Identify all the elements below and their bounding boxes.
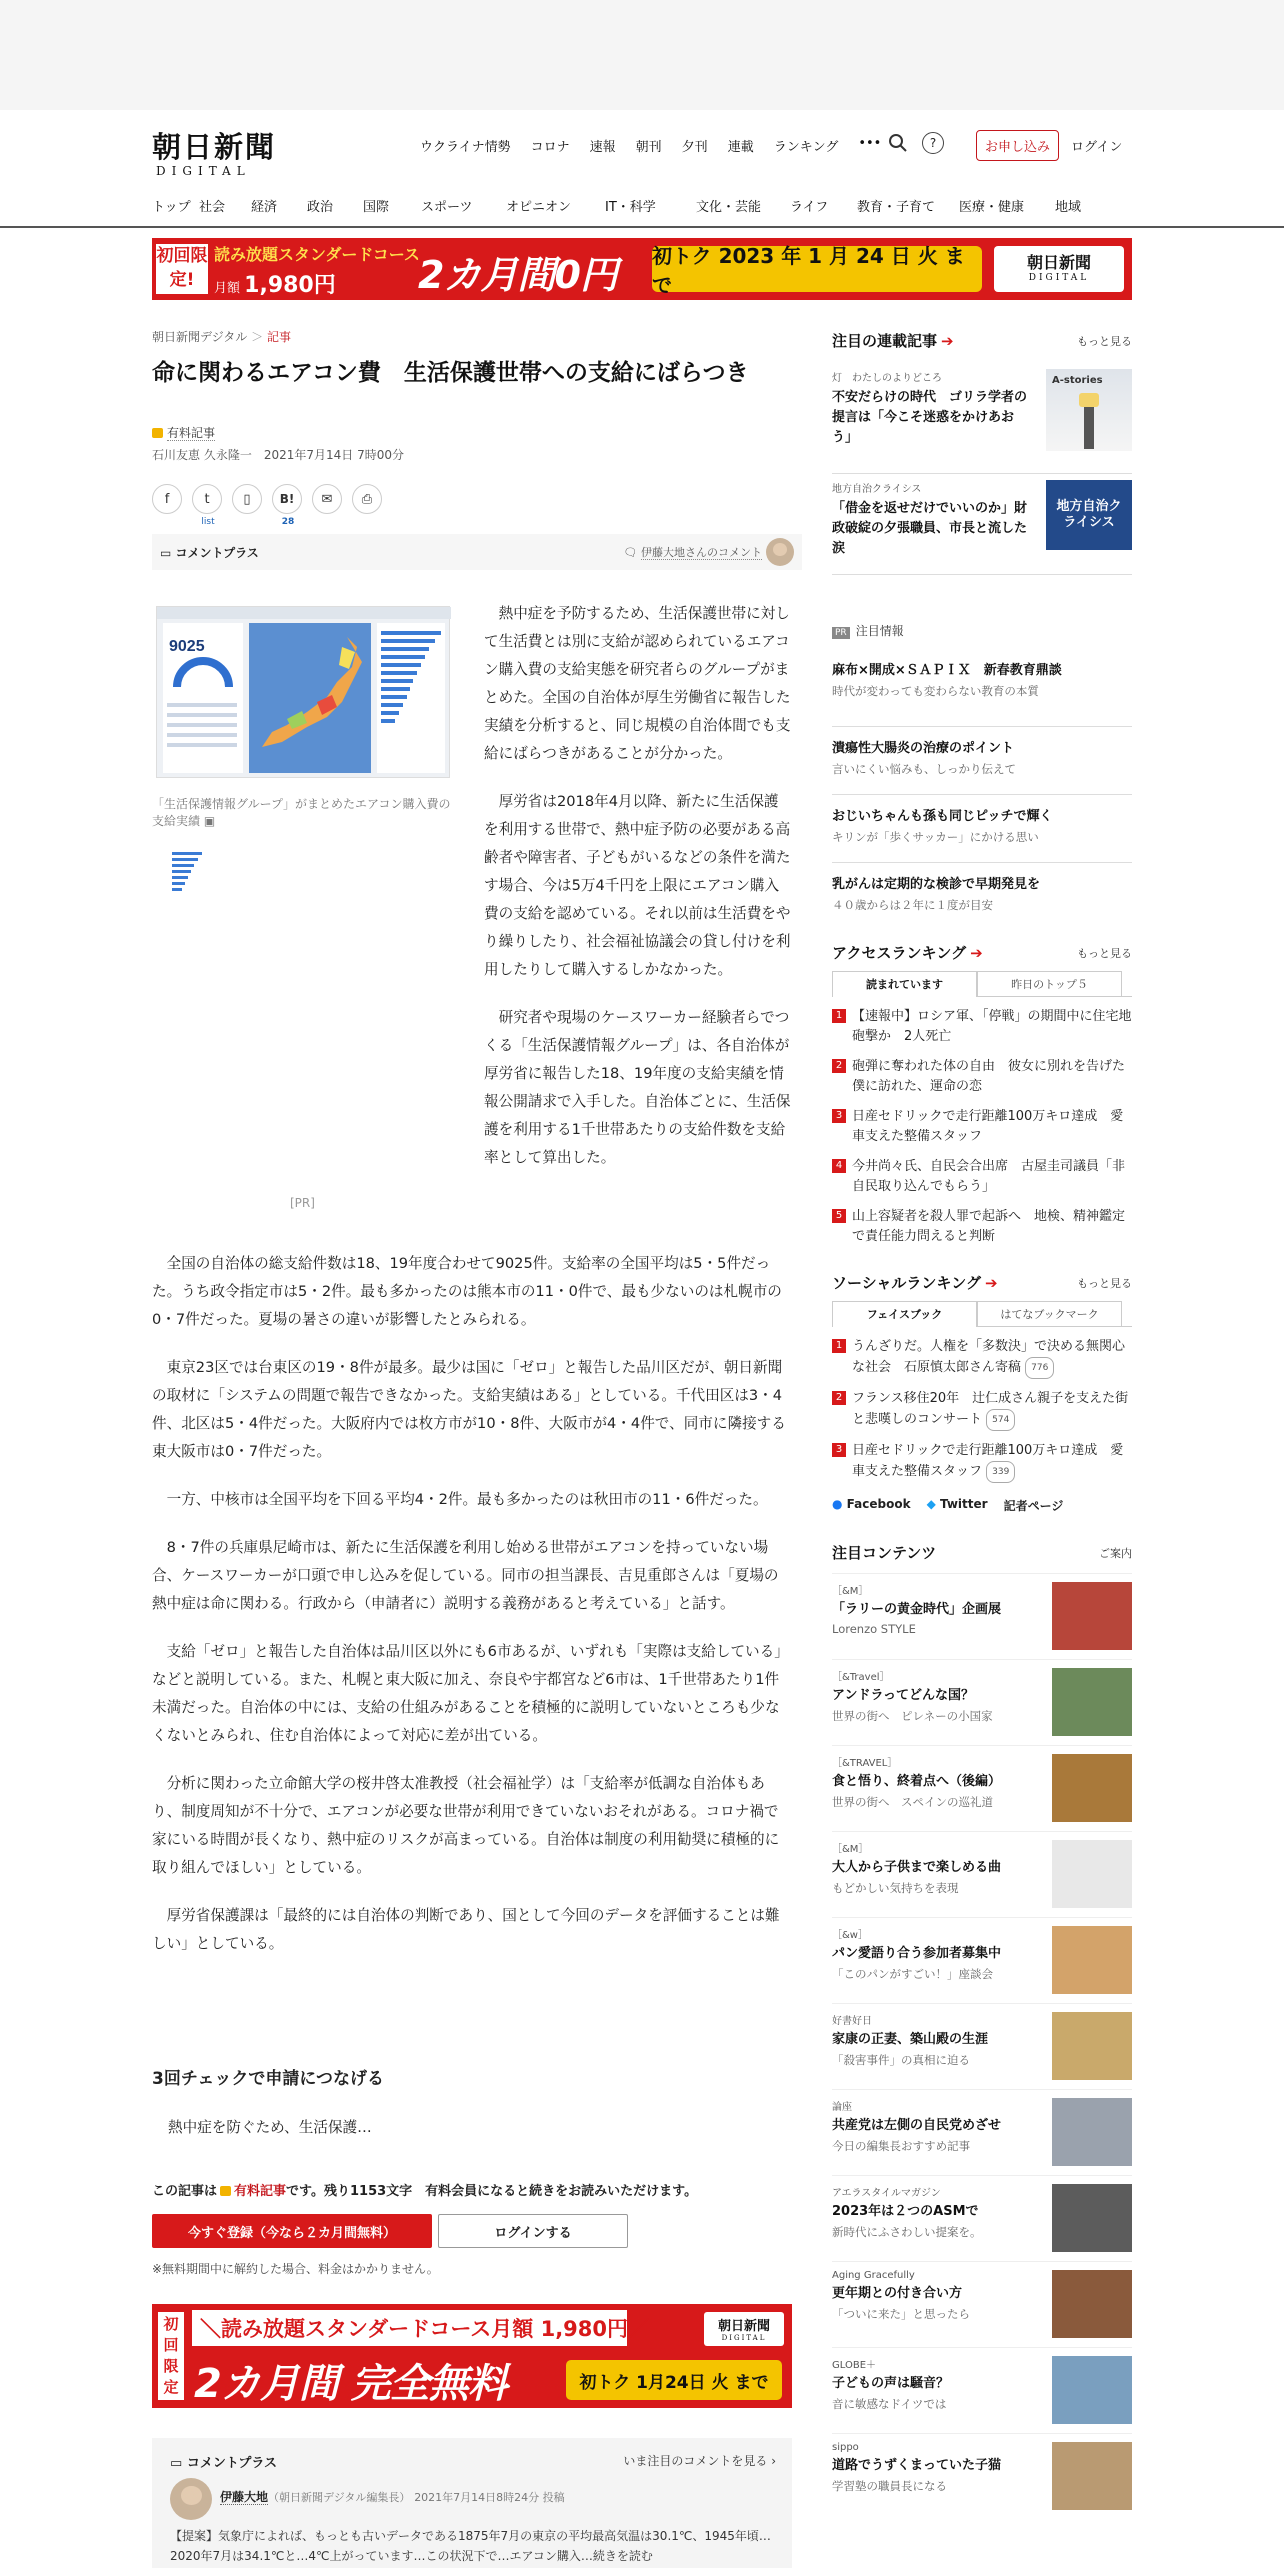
content-item-thumbnail[interactable] xyxy=(1052,2098,1132,2166)
comment-text: 【提案】気象庁によれば、もっとも古いデータである1875年7月の東京の平均最高気温は30.1℃、1945年頃…2020年7月は34.1℃と…4℃上がっています…この状況下で…エアコン購入…続きを読む xyxy=(170,2529,771,2563)
access-ranking-heading[interactable] xyxy=(832,942,1132,963)
comment-plus-label xyxy=(160,544,259,561)
free-period-note: ※無料期間中に解約した場合、料金はかかりません。 xyxy=(152,2262,439,2276)
content-item-text xyxy=(832,2184,1037,2261)
content-item-sub: 「このパンがすごい！」座談会 xyxy=(832,1967,993,1981)
paragraph-7: 8・7件の兵庫県尼崎市は、新たに生活保護を利用し始める世帯がエアコンを持っていない場合、ケースワーカーが口頭で申し込みを促している。同市の担当課長、吉見重郎さんは「夏場の熱中症は命に関わる。行政から（申請者に）説明する義務があると考えている」と話す。 xyxy=(152,1539,779,1612)
expand-image-icon[interactable]: ▣ xyxy=(203,814,216,828)
top-nav xyxy=(420,136,901,155)
content-item-title[interactable]: 更年期との付き合い方 xyxy=(832,2286,963,2301)
paid-label-text[interactable]: 有料記事 xyxy=(167,426,216,440)
access-ranking xyxy=(832,942,1132,1247)
banner2-logo-en: DIGITAL xyxy=(721,2334,767,2342)
reporter-page-link[interactable]: 記者ページ xyxy=(1003,1499,1064,1513)
content-item-text xyxy=(832,2012,1037,2089)
comment-box-heading-text: コメントプラス xyxy=(186,2456,278,2471)
banner2-big-offer: 2カ月間 完全無料 xyxy=(194,2361,507,2407)
commenter-avatar[interactable] xyxy=(766,538,794,566)
content-item[interactable] xyxy=(832,1745,1132,1831)
breadcrumb: 朝日新聞デジタル ＞ 記事 xyxy=(152,330,291,344)
content-item-label: アエラスタイルマガジン xyxy=(832,2188,941,2199)
social-item-title[interactable]: うんざりだ。人権を「多数決」で決める無関心な社会 石原慎太郎さん寄稿 xyxy=(852,1339,1126,1375)
topnav-evening[interactable]: 夕刊 xyxy=(681,140,708,155)
comment-plus-text: コメントプラス xyxy=(175,546,259,560)
content-item-label: ［&TRAVEL］ xyxy=(832,1758,898,1769)
banner2-logo xyxy=(704,2312,784,2346)
twitter-follow-text[interactable]: Twitter xyxy=(939,1497,988,1511)
content-item-sub: もどかしい気持ちを表現 xyxy=(832,1881,959,1895)
topnav-corona[interactable]: コロナ xyxy=(530,140,570,155)
content-item-thumbnail[interactable] xyxy=(1052,2270,1132,2338)
social-heading-text: ソーシャルランキング xyxy=(832,1274,981,1292)
ranking-item[interactable] xyxy=(832,1207,1132,1247)
cat-education[interactable]: 教育・子育て xyxy=(857,200,936,215)
serial-item-label: 灯 わたしのよりどころ xyxy=(832,373,942,384)
content-item-thumbnail[interactable] xyxy=(1052,1840,1132,1908)
rank-number: 1 xyxy=(832,1339,846,1353)
breadcrumb-section[interactable]: 記事 xyxy=(266,330,291,344)
hatena-share-count[interactable]: 28 xyxy=(281,517,295,527)
paragraph-3: 研究者や現場のケースワーカー経験者らでつくる「生活保護情報グループ」は、各自治体が厚労省に報告した18、19年度の支給実績を情報公開請求で入手した。自治体ごとに、生活保護を利用する1千世帯あたりの支給件数を支給率として算出した。 xyxy=(484,1009,791,1166)
social-item-text[interactable] xyxy=(852,1389,1132,1431)
content-item-text xyxy=(832,2270,1037,2347)
serial-heading-text: 注目の連載記事 xyxy=(832,332,938,350)
serial-item[interactable] xyxy=(832,480,1132,574)
article-subheading: 3回チェックで申請につなげる xyxy=(152,2069,384,2089)
social-item[interactable] xyxy=(832,1441,1132,1483)
tab-yesterday-top5[interactable]: 昨日のトップ５ xyxy=(977,971,1122,996)
content-item-title[interactable]: 「ラリーの黄金時代」企画展 xyxy=(832,1602,1002,1617)
tab-hatena[interactable]: はてなブックマーク xyxy=(977,1301,1122,1326)
arrow-right-icon: ➔ xyxy=(970,944,983,962)
content-item[interactable] xyxy=(832,2261,1132,2347)
contents-heading-text: 注目コンテンツ xyxy=(832,1544,937,1562)
serial-thumb-text: A-stories xyxy=(1052,375,1103,386)
figure-total: 9025 xyxy=(169,638,205,655)
paragraph-2: 厚労省は2018年4月以降、新たに生活保護を利用する世帯で、熱中症予防の必要がある高齢者や障害者、子どもがいるなどの条件を満たす場合、今は5万4千円を上限にエアコン購入費の支給を認めている。それ以前は生活費をやり繰りしたり、社会福祉協議会の貸し付けを利用したりして購入するしかなかった。 xyxy=(484,793,791,978)
breadcrumb-site[interactable]: 朝日新聞デジタル xyxy=(152,330,248,344)
help-icon[interactable]: ? xyxy=(922,132,944,154)
pr-item-title[interactable]: 麻布×開成×ＳＡＰＩＸ 新春教育鼎談 xyxy=(832,663,1062,678)
cat-sports[interactable]: スポーツ xyxy=(421,200,473,215)
pr-item-sub: 時代が変わっても変わらない教育の本質 xyxy=(832,684,1039,698)
banner-course-text xyxy=(214,242,420,299)
rank-number: 4 xyxy=(832,1159,846,1173)
article-body-top xyxy=(484,600,792,1192)
figure-image[interactable] xyxy=(156,606,450,778)
banner-price xyxy=(214,268,420,299)
pr-item[interactable] xyxy=(832,807,1132,863)
topnav-series[interactable]: 連載 xyxy=(727,140,754,155)
arrow-right-icon: ➔ xyxy=(941,332,954,350)
content-item-label: ［&Travel］ xyxy=(832,1672,890,1683)
ranking-item-text[interactable]: 今井尚々氏、自民会合出席 古屋圭司議員「非自民取り込んでもらう」 xyxy=(852,1159,1126,1194)
ranking-item-text[interactable]: 砲弾に奪われた体の自由 彼女に別れを告げた僕に訪れた、運命の恋 xyxy=(852,1059,1126,1094)
pr-item[interactable] xyxy=(832,661,1132,727)
banner-first-time-badge: 初回限定! xyxy=(156,244,208,294)
article-tease: 熱中症を防ぐため、生活保護… xyxy=(168,2119,372,2136)
header-icons xyxy=(888,132,944,154)
tab-facebook[interactable]: フェイスブック xyxy=(832,1301,977,1327)
content-item-sub: 「殺害事件」の真相に迫る xyxy=(832,2053,970,2067)
ranking-item-text[interactable]: 【速報中】ロシア軍、「停戦」の期間中に住宅地砲撃か 2人死亡 xyxy=(852,1009,1132,1044)
pr-badge: PR xyxy=(832,627,850,639)
banner-logo xyxy=(994,246,1124,292)
content-item-thumbnail[interactable] xyxy=(1052,1668,1132,1736)
comment-date: 2021年7月14日8時24分 投稿 xyxy=(414,2491,565,2504)
social-item-text[interactable] xyxy=(852,1441,1132,1483)
pr-item-sub: キリンが「歩くサッカー」にかける思い xyxy=(832,830,1039,844)
content-item-text xyxy=(832,1754,1037,1831)
content-item-label: ［&w］ xyxy=(832,1930,868,1941)
share-count-badge: 776 xyxy=(1025,1357,1054,1379)
remaining-notice xyxy=(152,2180,697,2199)
content-item-sub: 今日の編集長おすすめ記事 xyxy=(832,2139,971,2153)
content-item-sub: 「ついに来た」と思ったら xyxy=(832,2307,970,2321)
content-item-label: 論座 xyxy=(832,2102,852,2113)
cat-opinion[interactable]: オピニオン xyxy=(506,200,572,215)
remaining-pre: この記事は xyxy=(152,2184,218,2199)
social-more-link[interactable]: もっと見る xyxy=(1077,1277,1132,1290)
subscription-banner-bottom[interactable] xyxy=(152,2304,792,2408)
banner-logo-en: DIGITAL xyxy=(1028,273,1090,283)
lamp-light-graphic xyxy=(1079,393,1099,407)
banner-big-offer: 2カ月間0円 xyxy=(418,253,617,297)
commenter-name[interactable]: 伊藤大地 xyxy=(220,2490,269,2504)
content-item-sub: 新時代にふさわしい提案を。 xyxy=(832,2225,982,2239)
print-icon[interactable]: ⎙ xyxy=(352,484,382,514)
content-item[interactable] xyxy=(832,2175,1132,2261)
content-item-thumbnail[interactable] xyxy=(1052,1926,1132,1994)
hatena-bookmark-icon[interactable]: B! 28 xyxy=(272,484,302,514)
browser-top-space xyxy=(0,0,1284,110)
cat-top[interactable]: トップ xyxy=(152,200,191,215)
follow-links xyxy=(832,1497,1132,1514)
facebook-follow-text[interactable]: Facebook xyxy=(846,1497,911,1511)
social-ranking-heading[interactable] xyxy=(832,1272,1132,1293)
serial-item-title[interactable]: 不安だらけの時代 ゴリラ学者の提言は「今こそ迷惑をかけあおう」 xyxy=(832,390,1028,445)
facebook-follow-link[interactable] xyxy=(832,1497,911,1514)
topnav-morning[interactable]: 朝刊 xyxy=(635,140,662,155)
social-tabs xyxy=(832,1301,1132,1327)
rank-number: 2 xyxy=(832,1059,846,1073)
commenter-link[interactable] xyxy=(624,544,762,560)
pr-item-sub: 言いにくい悩みも、しっかり伝えて xyxy=(832,762,1016,776)
share-count-badge: 339 xyxy=(986,1461,1015,1483)
bookmark-icon[interactable]: ▯ xyxy=(232,484,262,514)
access-tabs xyxy=(832,971,1132,997)
content-item[interactable] xyxy=(832,2347,1132,2433)
subscription-banner-top[interactable] xyxy=(152,238,1132,300)
content-item-sub: 世界の街へ スペインの巡礼道 xyxy=(832,1795,993,1809)
commenter-info xyxy=(220,2488,565,2505)
contents-info-link[interactable]: ご案内 xyxy=(1099,1547,1132,1560)
content-item-label: ［&M］ xyxy=(832,1844,869,1855)
content-item-label: ［&M］ xyxy=(832,1586,869,1597)
cat-international[interactable]: 国際 xyxy=(363,200,390,215)
contents-heading xyxy=(832,1542,1132,1563)
content-item-label: sippo xyxy=(832,2442,859,2453)
content-item-text xyxy=(832,1582,1037,1659)
paragraph-6: 一方、中核市は全国平均を下回る平均4・2件。最も多かったのは秋田市の11・6件だった。 xyxy=(166,1491,768,1508)
lock-icon xyxy=(220,2186,231,2196)
cat-region[interactable]: 地域 xyxy=(1055,200,1082,215)
pr-heading-text: 注目情報 xyxy=(855,624,904,638)
byline: 石川友恵 久永隆一 2021年7月14日 7時00分 xyxy=(152,448,404,462)
pr-item[interactable] xyxy=(832,739,1132,795)
twitter-icon: ◆ xyxy=(926,1497,940,1511)
thumbnail-graphic xyxy=(170,850,210,894)
apply-button[interactable]: お申し込み xyxy=(976,130,1059,161)
content-item-thumbnail[interactable] xyxy=(1052,1754,1132,1822)
content-item[interactable] xyxy=(832,1831,1132,1917)
paragraph-8: 支給「ゼロ」と報告した自治体は品川区以外にも6市あるが、いずれも「実際は支給している」などと説明している。また、札幌と東大阪に加え、奈良や宇都宮など6市は、1千世帯あたり1件未満だった。自治体の中には、支給の仕組みがあることを積極的に説明していないところも少なくないとみられ、住む自治体によって対応に差が出ている。 xyxy=(152,1643,789,1744)
content-item-title[interactable]: 子どもの声は騒音？ xyxy=(832,2376,950,2391)
serial-more-link[interactable]: もっと見る xyxy=(1077,335,1132,348)
banner2-first-time-badge: 初回限定 xyxy=(158,2312,184,2400)
serial-item-text xyxy=(832,369,1032,473)
category-nav xyxy=(152,196,1095,215)
banner-price-prefix: 月額 xyxy=(214,281,241,296)
content-item-thumbnail[interactable] xyxy=(1052,2012,1132,2080)
content-item-title[interactable]: アンドラってどんな国？ xyxy=(832,1688,974,1703)
share-count-badge: 574 xyxy=(986,1409,1015,1431)
social-item[interactable] xyxy=(832,1389,1132,1431)
pr-item-title[interactable]: おじいちゃんも孫も同じピッチで輝く xyxy=(832,809,1053,824)
topnav-ranking[interactable]: ランキング xyxy=(773,140,839,155)
figure-map-graphic xyxy=(157,607,451,779)
more-menu-icon[interactable]: ••• xyxy=(858,136,882,151)
serial-item[interactable] xyxy=(832,369,1132,473)
banner2-logo-jp: 朝日新聞 xyxy=(717,2319,770,2334)
divider xyxy=(832,574,1132,575)
article-title: 命に関わるエアコン費 生活保護世帯への支給にばらつき xyxy=(152,360,749,386)
rank-number: 3 xyxy=(832,1109,846,1123)
serial-item-text xyxy=(832,480,1032,574)
login-button[interactable]: ログインする xyxy=(438,2214,628,2248)
content-item-label: 好書好日 xyxy=(832,2016,872,2027)
logo-jp: 朝日新聞 xyxy=(152,130,277,164)
content-item-label: Aging Gracefully xyxy=(832,2270,915,2281)
content-item-sub: 世界の街へ ピレネーの小国家 xyxy=(832,1709,993,1723)
twitter-share-count[interactable]: list xyxy=(201,517,215,527)
content-item[interactable] xyxy=(832,1917,1132,2003)
banner2-deadline: 初トク 1月24日 火 まで xyxy=(566,2360,782,2400)
content-item[interactable] xyxy=(832,2433,1132,2519)
figure-caption xyxy=(152,796,452,830)
twitter-follow-link[interactable] xyxy=(927,1497,988,1514)
figure-caption-text: 「生活保護情報グループ」がまとめたエアコン購入費の支給実績 xyxy=(152,797,451,828)
cat-economy[interactable]: 経済 xyxy=(251,200,278,215)
rank-number: 3 xyxy=(832,1443,846,1457)
content-item-text xyxy=(832,1926,1037,2003)
pr-item-sub: ４０歳からは２年に１度が目安 xyxy=(832,898,993,912)
serial-heading[interactable] xyxy=(832,330,1132,351)
content-item[interactable] xyxy=(832,2003,1132,2089)
serial-section xyxy=(832,330,1132,575)
pr-item-title[interactable]: 潰瘍性大腸炎の治療のポイント xyxy=(832,741,1015,756)
article-body-main xyxy=(152,1250,792,1978)
banner-logo-jp: 朝日新聞 xyxy=(1026,253,1091,272)
tab-most-read[interactable]: 読まれています xyxy=(832,971,977,997)
content-item-title[interactable]: 大人から子供まで楽しめる曲 xyxy=(832,1860,1002,1875)
content-item-thumbnail[interactable] xyxy=(1052,1582,1132,1650)
social-item-title[interactable]: 日産セドリックで走行距離100万キロ達成 愛車支えた整備スタッフ xyxy=(852,1443,1124,1479)
ranking-item-text[interactable]: 山上容疑者を殺人罪で起訴へ 地検、精神鑑定で責任能力問えると判断 xyxy=(852,1209,1126,1244)
arrow-right-icon: ➔ xyxy=(984,1274,998,1292)
rank-number: 2 xyxy=(832,1391,846,1405)
pr-label: [PR] xyxy=(290,1196,315,1210)
site-header xyxy=(0,110,1284,228)
cat-politics[interactable]: 政治 xyxy=(307,200,334,215)
figure-thumbnail[interactable] xyxy=(170,850,210,894)
cat-health[interactable]: 医療・健康 xyxy=(959,200,1025,215)
content-item-title[interactable]: 食と悟り、終着点へ（後編） xyxy=(832,1774,1002,1789)
facebook-icon: ● xyxy=(832,1497,847,1511)
content-item-text xyxy=(832,1840,1037,1917)
social-item-text[interactable] xyxy=(852,1337,1132,1379)
cat-culture[interactable]: 文化・芸能 xyxy=(696,200,762,215)
content-item-title[interactable]: 道路でうずくまっていた子猫 xyxy=(832,2458,1002,2473)
rank-number: 1 xyxy=(832,1009,846,1023)
banner-course-name: 読み放題スタンダードコース xyxy=(214,245,420,264)
mail-icon[interactable]: ✉ xyxy=(312,484,342,514)
content-item[interactable] xyxy=(832,1659,1132,1745)
serial-thumb-crisis[interactable]: 地方自治クライシス xyxy=(1046,480,1132,550)
content-item-label: GLOBE＋ xyxy=(832,2360,877,2371)
social-ranking xyxy=(832,1272,1132,1514)
lock-icon xyxy=(152,428,163,438)
pr-item[interactable] xyxy=(832,875,1132,921)
pr-section xyxy=(832,622,1132,921)
content-item-text xyxy=(832,2098,1037,2175)
content-item-title[interactable]: パン愛語り合う参加者募集中 xyxy=(832,1946,1002,1961)
site-logo[interactable] xyxy=(152,125,292,178)
logo-en: DIGITAL xyxy=(156,164,251,178)
content-item-title[interactable]: 共産党は左側の自民党めざせ xyxy=(832,2118,1002,2133)
content-item-title[interactable]: 家康の正妻、築山殿の生涯 xyxy=(832,2032,989,2047)
content-item-thumbnail[interactable] xyxy=(1052,2442,1132,2510)
cat-it-science[interactable]: IT・科学 xyxy=(605,200,656,215)
cat-life[interactable]: ライフ xyxy=(790,200,829,215)
social-item[interactable] xyxy=(832,1337,1132,1379)
banner-deadline: 初トク 2023 年 1 月 24 日 火 まで xyxy=(652,246,982,292)
comment-plus-box xyxy=(152,2438,792,2568)
speech-icon: 🗨 xyxy=(623,546,641,559)
access-heading-text: アクセスランキング xyxy=(832,944,967,962)
ranking-item[interactable] xyxy=(832,1107,1132,1147)
content-item[interactable] xyxy=(832,1573,1132,1659)
featured-contents xyxy=(832,1542,1132,2519)
topnav-ukraine[interactable]: ウクライナ情勢 xyxy=(420,140,511,155)
twitter-share-icon[interactable]: t list xyxy=(192,484,222,514)
content-item-text xyxy=(832,2442,1037,2519)
topnav-breaking[interactable]: 速報 xyxy=(589,140,616,155)
paragraph-10: 厚労省保護課は「最終的には自治体の判断であり、国として今回のデータを評価することは難しい」としている。 xyxy=(152,1907,780,1952)
content-item-sub: 学習塾の職員長になる xyxy=(832,2479,947,2493)
comment-box-more[interactable]: いま注目のコメントを見る › xyxy=(623,2454,776,2468)
banner2-course: ＼読み放題スタンダードコース月額 1,980円／ xyxy=(192,2310,627,2346)
social-item-title[interactable]: フランス移住20年 辻仁成さん親子を支えた街と悲嘆しのコンサート xyxy=(852,1391,1129,1427)
content-item-text xyxy=(832,2356,1037,2433)
comment-box-heading: ▭ コメントプラス xyxy=(170,2456,278,2471)
pr-item-title[interactable]: 乳がんは定期的な検診で早期発見を xyxy=(832,877,1041,892)
content-item-title[interactable]: 2023年は２つのASMで xyxy=(832,2204,979,2219)
ranking-item[interactable] xyxy=(832,1157,1132,1197)
content-item-sub: 音に敏感なドイツでは xyxy=(832,2397,947,2411)
content-item-text xyxy=(832,1668,1037,1745)
remaining-paid[interactable]: 有料記事 xyxy=(234,2184,287,2199)
commenter-link-text[interactable]: 伊藤大地さんのコメント xyxy=(641,546,762,559)
comment-box-more-text[interactable]: いま注目のコメントを見る xyxy=(623,2454,768,2468)
facebook-share-icon[interactable]: f xyxy=(152,484,182,514)
content-item-thumbnail[interactable] xyxy=(1052,2356,1132,2424)
ranking-item[interactable] xyxy=(832,1057,1132,1097)
search-icon[interactable] xyxy=(888,133,908,153)
pr-heading xyxy=(832,622,1132,639)
serial-thumb-astories[interactable] xyxy=(1046,369,1132,451)
banner-price-value: 1,980円 xyxy=(244,273,336,298)
commenter-role: （朝日新聞デジタル編集長） xyxy=(268,2491,411,2504)
login-link[interactable]: ログイン xyxy=(1071,140,1123,155)
ranking-item[interactable] xyxy=(832,1007,1132,1047)
content-item-sub: Lorenzo STYLE xyxy=(832,1622,916,1636)
serial-item-title[interactable]: 「借金を返せだけでいいのか」財政破綻の夕張職員、市長と流した涙 xyxy=(832,501,1028,556)
rank-number: 5 xyxy=(832,1209,846,1223)
ranking-item-text[interactable]: 日産セドリックで走行距離100万キロ達成 愛車支えた整備スタッフ xyxy=(852,1109,1124,1144)
register-button[interactable]: 今すぐ登録（今なら２カ月間無料） xyxy=(152,2214,432,2248)
contents-list xyxy=(832,1573,1132,2519)
share-buttons xyxy=(152,484,382,527)
paragraph-9: 分析に関わった立命館大学の桜井啓太准教授（社会福祉学）は「支給率が低調な自治体もあり、制度周知が不十分で、エアコンが必要な世帯が利用できていないおそれがある。コロナ禍で家にいる時間が長くなり、熱中症のリスクが高まっている。自治体は制度の利用勧奨に積極的に取り組んでほしい」としている。 xyxy=(152,1775,780,1876)
commenter-avatar-large[interactable] xyxy=(170,2478,212,2520)
divider xyxy=(832,473,1132,474)
comment-plus-bar[interactable] xyxy=(152,534,802,570)
serial-item-label: 地方自治クライシス xyxy=(832,484,922,495)
cat-society[interactable]: 社会 xyxy=(199,200,226,215)
content-item-thumbnail[interactable] xyxy=(1052,2184,1132,2252)
paragraph-4: 全国の自治体の総支給件数は18、19年度合わせて9025件。支給率の全国平均は5・5件だった。うち政令指定市は5・2件。最も多かったのは熊本市の11・0件で、最も少ないのは札幌市の0・7件だった。夏場の暑さの違いが影響したとみられる。 xyxy=(152,1255,782,1328)
comment-icon: ▭ xyxy=(160,546,176,560)
access-more-link[interactable]: もっと見る xyxy=(1077,947,1132,960)
content-item[interactable] xyxy=(832,2089,1132,2175)
paragraph-1: 熱中症を予防するため、生活保護世帯に対して生活費とは別に支給が認められているエアコン購入費の支給実態を研究者らのグループがまとめた。全国の自治体が厚生労働省に報告した実績を分析すると、同じ規模の自治体間でも支給にばらつきがあることが分かった。 xyxy=(484,605,791,762)
remaining-post: です。残り1153文字 有料会員になると続きをお読みいただけます。 xyxy=(286,2184,698,2199)
paragraph-5: 東京23区では台東区の19・8件が最多。最少は国に「ゼロ」と報告した品川区だが、朝日新聞の取材に「システムの問題で報告できなかった。支給実績はある」としている。千代田区は3・4件、北区は5・4件だった。大阪府内では枚方市が10・8件、大阪市が4・4件で、同市に隣接する東大阪市は0・7件だった。 xyxy=(152,1359,786,1460)
paid-article-label xyxy=(152,424,215,441)
